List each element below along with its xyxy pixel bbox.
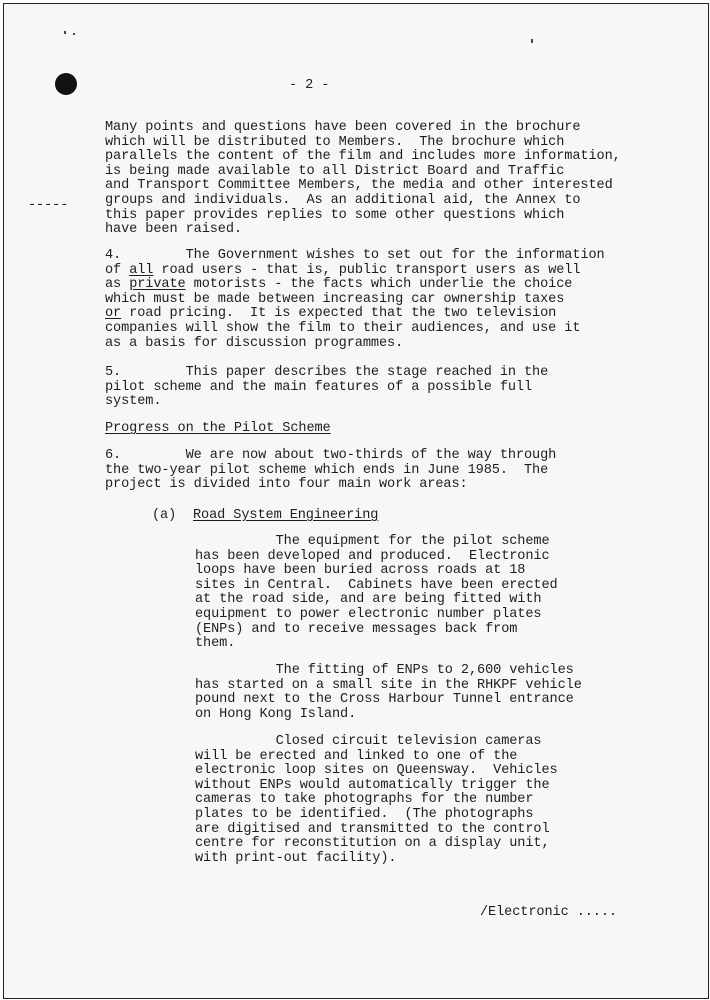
- text-line: are digitised and transmitted to the control: [195, 821, 550, 837]
- margin-mark: -----: [28, 198, 69, 213]
- text-line: electronic loop sites on Queensway. Vehicles: [195, 763, 558, 779]
- text-line: will be erected and linked to one of the: [195, 748, 518, 764]
- text-line: plates to be identified. (The photographs: [195, 807, 534, 822]
- underlined-word: or: [105, 306, 122, 322]
- text-span: of: [105, 262, 130, 278]
- text-line: system.: [105, 394, 162, 410]
- page-number: - 2 -: [289, 78, 330, 93]
- text-line: at the road side, and are being fitted with: [195, 592, 542, 608]
- text-line: (ENPs) and to receive messages back from: [195, 621, 518, 637]
- text-line: as a basis for discussion programmes.: [105, 335, 404, 351]
- text-line: pilot scheme and the main features of a possible full: [105, 379, 533, 395]
- text-line: project is divided into four main work areas:: [105, 477, 468, 493]
- text-line: centre for reconstitution on a display unit,: [195, 836, 550, 852]
- text-span: road users - that is, public transport users as well: [153, 262, 581, 278]
- text-line: 6. We are now about two-thirds of the way through: [105, 448, 557, 463]
- text-line: 5. This paper describes the stage reached in the: [105, 365, 549, 380]
- text-span: as: [105, 277, 130, 293]
- underlined-word: private: [129, 277, 186, 293]
- text-line: The fitting of ENPs to 2,600 vehicles: [195, 663, 574, 678]
- punch-hole: [55, 73, 77, 95]
- text-line: which will be distributed to Members. The brochure which: [105, 134, 565, 150]
- text-line: 4. The Government wishes to set out for the information: [105, 248, 605, 263]
- text-line: equipment to power electronic number plates: [195, 607, 542, 622]
- text-line: without ENPs would automatically trigger the: [195, 777, 550, 793]
- underlined-word: all: [129, 262, 154, 278]
- text-line: [105, 278, 572, 293]
- text-line: is being made available to all District Board and Traffic: [105, 163, 565, 179]
- text-line: parallels the content of the film and includes more information,: [105, 149, 621, 165]
- text-line: them.: [195, 636, 236, 652]
- continuation-catchword: /Electronic .....: [480, 905, 617, 920]
- scan-speck: [73, 33, 75, 35]
- text-line: on Hong Kong Island.: [195, 706, 357, 722]
- document-page: [3, 3, 709, 999]
- scan-speck: [531, 39, 533, 43]
- text-line: [105, 264, 580, 279]
- text-line: pound next to the Cross Harbour Tunnel entrance: [195, 692, 574, 708]
- text-line: groups and individuals. As an additional aid, the Annex to: [105, 193, 581, 208]
- text-line: and Transport Committee Members, the media and other interested: [105, 178, 613, 194]
- text-line: loops have been buried across roads at 18: [195, 563, 526, 579]
- text-line: the two-year pilot scheme which ends in June 1985. The: [105, 462, 549, 478]
- text-line: cameras to take photographs for the number: [195, 792, 534, 808]
- text-line: which must be made between increasing car ownership taxes: [105, 291, 565, 307]
- text-line: Closed circuit television cameras: [195, 734, 542, 749]
- text-line: with print-out facility).: [195, 850, 397, 866]
- subsection-title: Road System Engineering: [193, 508, 379, 523]
- scan-speck: [64, 31, 66, 34]
- text-line: sites in Central. Cabinets have been erected: [195, 577, 558, 593]
- text-span: motorists - the facts which underlie the choice: [185, 277, 573, 293]
- section-heading: Progress on the Pilot Scheme: [105, 421, 331, 436]
- text-line: The equipment for the pilot scheme: [195, 534, 550, 549]
- text-line: Many points and questions have been covered in the brochure: [105, 120, 581, 135]
- text-line: companies will show the film to their audiences, and use it: [105, 321, 581, 336]
- text-line: [105, 307, 556, 322]
- text-line: has started on a small site in the RHKPF vehicle: [195, 677, 582, 693]
- text-line: has been developed and produced. Electronic: [195, 548, 550, 564]
- text-span: road pricing. It is expected that the two television: [121, 306, 557, 322]
- subsection-label: (a): [152, 508, 177, 523]
- text-line: this paper provides replies to some other questions which: [105, 207, 565, 223]
- text-line: have been raised.: [105, 222, 242, 238]
